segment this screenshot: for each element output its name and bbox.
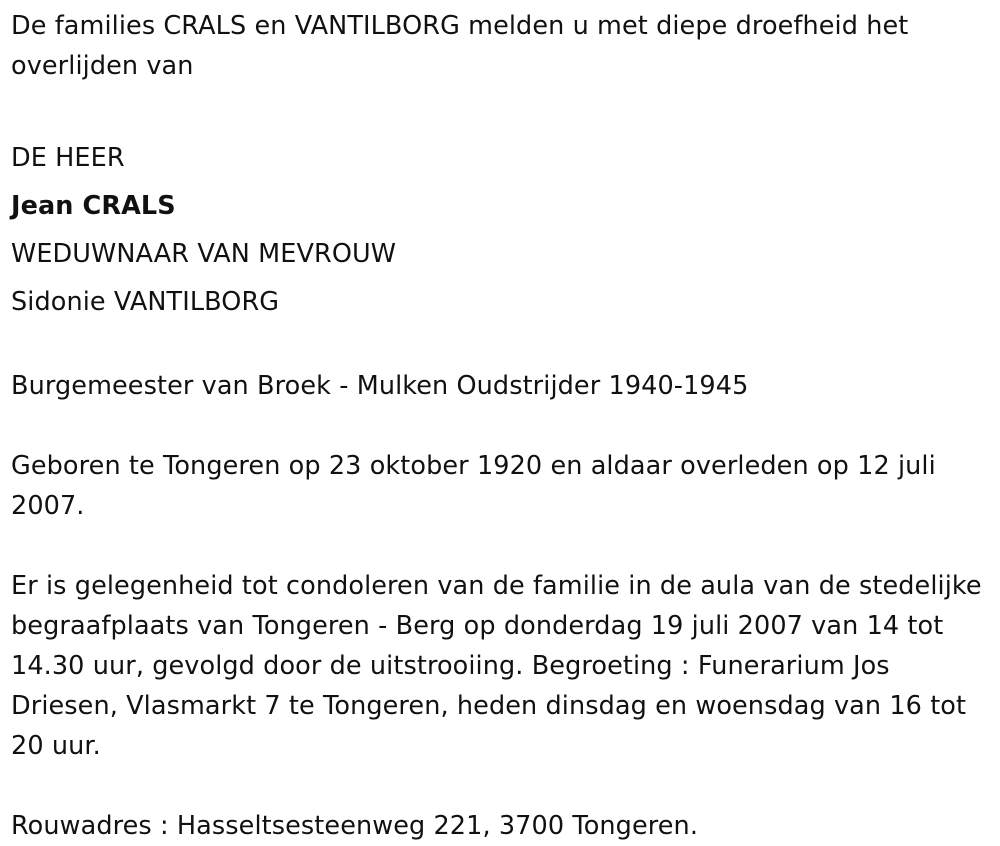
mourning-address: Rouwadres : Hasseltsesteenweg 221, 3700 Tongeren. (11, 811, 699, 841)
deceased-name: Jean CRALS (11, 191, 176, 221)
spacer (11, 526, 986, 566)
spacer (11, 406, 986, 446)
spacer (11, 326, 986, 366)
deceased-block (11, 134, 986, 326)
spouse-name: Sidonie VANTILBORG (11, 287, 280, 317)
obituary-notice (11, 6, 986, 846)
spacer (11, 86, 986, 126)
salutation: DE HEER (11, 143, 125, 173)
condolences-paragraph: Er is gelegenheid tot condoleren van de familie in de aula van de stedelijke begraafplaats van Tongeren - Berg op donderdag 19 juli 2007 van 14 tot 14.30 uur, gevolgd door de uitstrooiing. Begroeting : Funerarium Jos Driesen, Vlasmarkt 7 te Tongeren, heden dinsdag en woensdag van 16 tot 20 uur. (11, 571, 982, 761)
birth-death-paragraph: Geboren te Tongeren op 23 oktober 1920 en aldaar overleden op 12 juli 2007. (11, 451, 936, 521)
spacer (11, 766, 986, 806)
intro-paragraph: De families CRALS en VANTILBORG melden u met diepe droefheid het overlijden van (11, 11, 909, 81)
titles-paragraph: Burgemeester van Broek - Mulken Oudstrijder 1940-1945 (11, 371, 749, 401)
widower-of-label: WEDUWNAAR VAN MEVROUW (11, 239, 397, 269)
